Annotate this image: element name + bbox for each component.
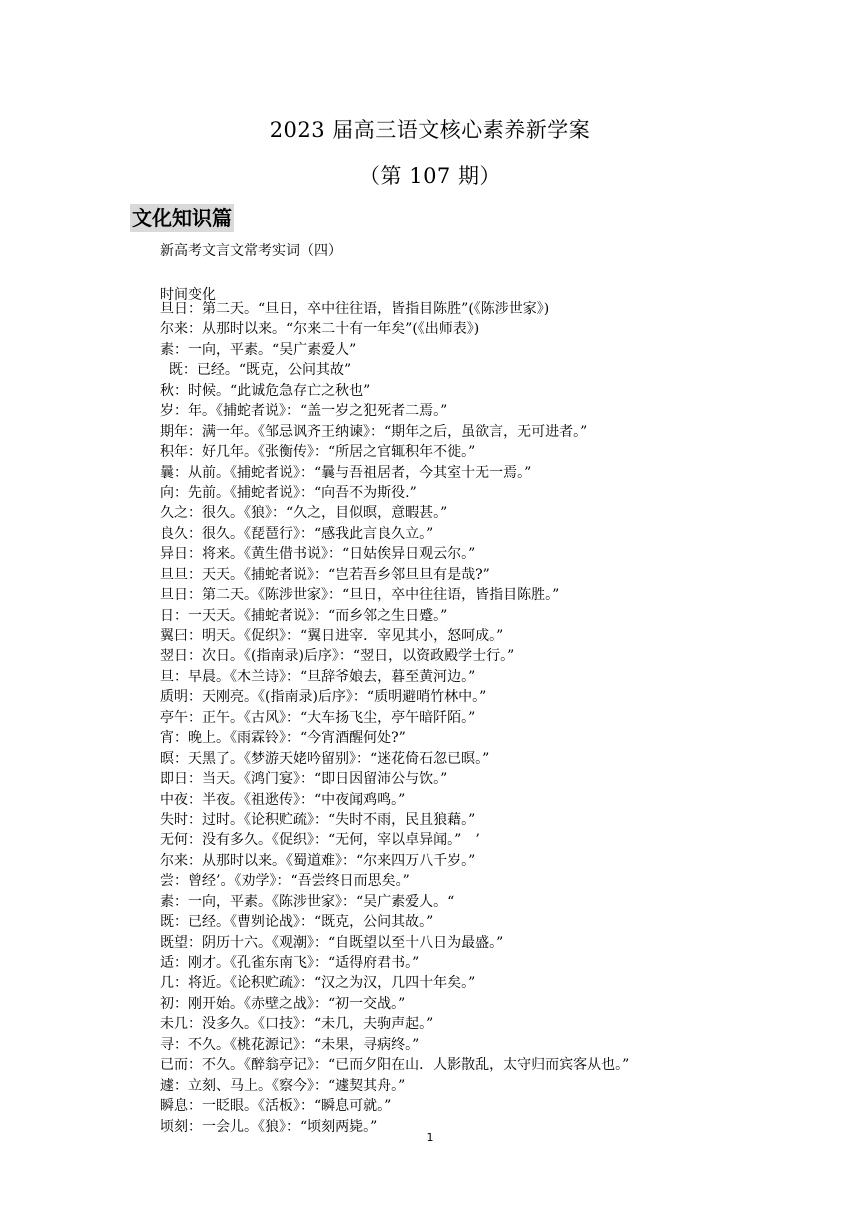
vocabulary-entry: 即日：当天。《鸿门宴》：“即日因留沛公与饮。” [160, 771, 448, 788]
vocabulary-entry: 积年：好几年。《张衡传》：“所居之官辄积年不徙。” [160, 444, 476, 461]
vocabulary-entry: 中夜：半夜。《祖逖传》：“中夜闻鸡鸣。” [160, 791, 406, 808]
vocabulary-entry: 初：刚开始。《赤壁之战》：“初一交战。” [160, 995, 406, 1012]
section-subtitle: 新高考文言文常考实词（四） [160, 243, 342, 259]
vocabulary-entry: 失时：过时。《论积贮疏》：“失时不雨，民且狼藉。” [160, 811, 476, 828]
vocabulary-entry: 良久：很久。《琵琶行》：“感我此言良久立。” [160, 525, 434, 542]
vocabulary-entry: 既望：阴历十六。《观潮》：“自既望以至十八日为最盛。” [160, 934, 504, 951]
vocabulary-entry: 秋：时候。“此诚危急存亡之秋也” [160, 382, 371, 399]
vocabulary-entry: 无何：没有多久。《促织》：“无何，宰以卓异闻。” ’ [160, 832, 480, 849]
vocabulary-entry: 异日：将来。《黄生借书说》：“日姑俟异日观云尔。” [160, 546, 476, 563]
vocabulary-entry: 质明：天刚亮。《(指南录)后序》：“质明避哨竹林中。” [160, 689, 487, 706]
document-title: 2023 届高三语文核心素养新学案 [269, 118, 591, 142]
vocabulary-entry: 旦日：第二天。《陈涉世家》：“旦日，卒中往往语，皆指目陈胜。” [160, 587, 560, 604]
vocabulary-entry: 岁：年。《捕蛇者说》：“盖一岁之犯死者二焉。” [160, 403, 448, 420]
vocabulary-entry: 旦旦：天天。《捕蛇者说》：“岂若吾乡邻旦旦有是哉?” [160, 566, 490, 583]
vocabulary-entry: 宵：晚上。《雨霖铃》：“今宵酒醒何处?” [160, 730, 406, 747]
topic-heading: 时间变化 [160, 287, 216, 303]
vocabulary-entry: 几：将近。《论积贮疏》：“汉之为汉，几四十年矣。” [160, 975, 476, 992]
vocabulary-entry: 瞬息：一眨眼。《活板》：“瞬息可就。” [160, 1098, 392, 1115]
vocabulary-entry: 遽：立刻、马上。《察今》：“遽契其舟。” [160, 1077, 406, 1094]
vocabulary-entry: 尔来：从那时以来。《蜀道难》：“尔来四万八千岁。” [160, 852, 476, 869]
vocabulary-entry: 向：先前。《捕蛇者说》：“向吾不为斯役.” [160, 484, 417, 501]
vocabulary-entry: 既：已经。《曹刿论战》：“既克，公问其故。” [160, 914, 434, 931]
vocabulary-entry: 寻：不久。《桃花源记》：“未果，寻病终。” [160, 1036, 420, 1053]
vocabulary-entry: 适：刚才。《孔雀东南飞》：“适得府君书。” [160, 955, 420, 971]
vocabulary-entry: 久之：很久。《狼》：“久之，目似暝，意暇甚。” [160, 505, 448, 522]
vocabulary-entry: 未几：没多久。《口技》：“未几，夫驹声起。” [160, 1016, 434, 1033]
vocabulary-entry: 旦日：第二天。“旦日，卒中往往语，皆指目陈胜”(《陈涉世家》) [160, 301, 550, 317]
vocabulary-list [160, 299, 840, 1137]
page-number: 1 [426, 1131, 434, 1144]
vocabulary-entry: 素：一向，平素。《陈涉世家》：“吴广素爱人。“ [160, 893, 455, 910]
vocabulary-entry: 既：已经。“既克，公问其故” [160, 362, 352, 379]
issue-number: （第 107 期） [359, 164, 501, 188]
vocabulary-entry: 已而：不久。《醉翁亭记》：“已而夕阳在山．人影散乱，太守归而宾客从也。” [160, 1057, 630, 1074]
vocabulary-entry: 旦：早晨。《木兰诗》：“旦辞爷娘去，暮至黄河边。” [160, 668, 476, 685]
vocabulary-entry: 暝：天黑了。《梦游天姥吟留别》：“迷花倚石忽已暝。” [160, 750, 490, 767]
vocabulary-entry: 翼曰：明天。《促织》：“翼日进宰．宰见其小，怒呵成。” [160, 628, 504, 644]
section-heading: 文化知识篇 [132, 206, 232, 230]
vocabulary-entry: 素：一向，平素。“吴广素爱人” [160, 341, 357, 358]
vocabulary-entry: 期年：满一年。《邹忌讽齐王纳谏》：“期年之后，虽欲言，无可进者。” [160, 423, 588, 440]
vocabulary-entry: 日：一天天。《捕蛇者说》：“而乡邻之生日蹙。” [160, 607, 448, 624]
vocabulary-entry: 亭午：正午。《古风》：“大车扬飞尘，亭午暗阡陌。” [160, 709, 476, 726]
vocabulary-entry: 翌日：次日。《(指南录)后序》：“翌日，以资政殿学士行。” [160, 648, 515, 665]
vocabulary-entry: 顷刻：一会儿。《狼》：“顷刻两毙。” [160, 1118, 378, 1135]
vocabulary-entry: 尔来：从那时以来。“尔来二十有一年矣”(《出师表》) [160, 321, 480, 338]
vocabulary-entry: 尝：曾经’。《劝学》：“吾尝终日而思矣。” [160, 873, 410, 890]
vocabulary-entry: 曩：从前。《捕蛇者说》：“曩与吾祖居者，今其室十无一焉。” [160, 464, 532, 481]
